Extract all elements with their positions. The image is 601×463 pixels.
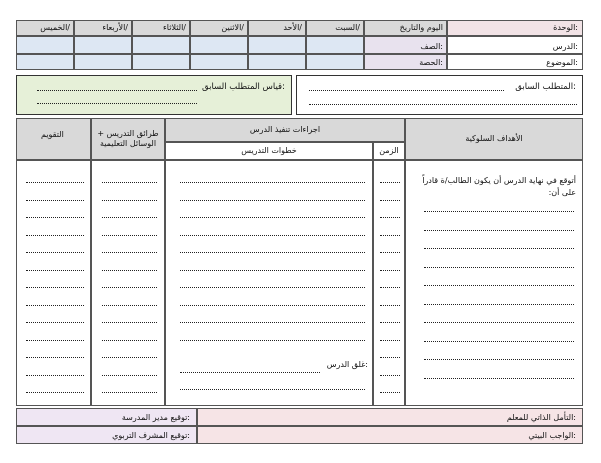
unit-cell: [447, 20, 583, 36]
day-sun: الأحد/: [248, 20, 306, 36]
dotted-line: [26, 305, 84, 306]
dotted-line: [424, 359, 574, 360]
class-slot[interactable]: [306, 36, 364, 54]
supervisor-signature-label: توقيع المشرف التربوي:: [112, 431, 190, 440]
day-mon: الاثنين/: [190, 20, 248, 36]
dotted-line: [424, 378, 574, 379]
dotted-line: [26, 340, 84, 341]
dotted-line: [180, 372, 320, 373]
dotted-line: [424, 248, 574, 249]
dotted-line: [102, 322, 157, 323]
dotted-line: [102, 340, 157, 341]
methods-column[interactable]: [91, 160, 165, 406]
day-date-cell: [364, 20, 447, 36]
dotted-line: [26, 182, 84, 183]
dotted-line: [26, 217, 84, 218]
principal-signature-label: توقيع مدير المدرسة:: [121, 413, 190, 422]
dotted-line: [380, 392, 400, 393]
dotted-line: [180, 252, 365, 253]
time-header: الزمن: [373, 142, 405, 160]
dotted-line: [37, 90, 197, 91]
dotted-line: [26, 375, 84, 376]
principal-signature-cell[interactable]: [16, 408, 197, 426]
dotted-line: [424, 341, 574, 342]
unit-label: الوحدة:: [553, 23, 578, 32]
dotted-line: [380, 252, 400, 253]
dotted-line: [26, 235, 84, 236]
dotted-line: [380, 270, 400, 271]
dotted-line: [380, 357, 400, 358]
prerequisite-measure-box[interactable]: [16, 75, 292, 115]
dotted-line: [102, 375, 157, 376]
evaluation-column[interactable]: [16, 160, 91, 406]
dotted-line: [26, 200, 84, 201]
objectives-intro: أتوقع في نهاية الدرس أن يكون الطالب/ة قادراً على أن:: [422, 176, 576, 197]
dotted-line: [102, 357, 157, 358]
dotted-line: [380, 182, 400, 183]
topic-cell[interactable]: [447, 54, 583, 70]
closing-label: غلق الدرس:: [326, 360, 368, 369]
objectives-header: الأهداف السلوكية: [405, 118, 583, 160]
homework-label: الواجب البيتي:: [528, 431, 576, 440]
dotted-line: [424, 322, 574, 323]
period-label: الحصة:: [419, 58, 443, 67]
dotted-line: [424, 230, 574, 231]
class-cell[interactable]: [364, 36, 447, 54]
dotted-line: [102, 270, 157, 271]
dotted-line: [102, 287, 157, 288]
day-tue: الثلاثاء/: [132, 20, 190, 36]
dotted-line: [380, 322, 400, 323]
dotted-line: [424, 267, 574, 268]
dotted-line: [26, 252, 84, 253]
dotted-line: [380, 287, 400, 288]
procedures-header: اجراءات تنفيذ الدرس: [165, 118, 405, 142]
dotted-line: [102, 182, 157, 183]
day-wed: الأربعاء/: [74, 20, 132, 36]
prerequisite-box[interactable]: [296, 75, 583, 115]
dotted-line: [424, 211, 574, 212]
dotted-line: [380, 217, 400, 218]
steps-column[interactable]: [165, 160, 373, 406]
class-slot[interactable]: [16, 36, 74, 54]
day-sat: السبت/: [306, 20, 364, 36]
dotted-line: [102, 200, 157, 201]
dotted-line: [37, 103, 197, 104]
dotted-line: [380, 340, 400, 341]
dotted-line: [424, 304, 574, 305]
lesson-label: الدرس:: [552, 42, 578, 51]
evaluation-header: التقويم: [16, 118, 91, 160]
supervisor-signature-cell[interactable]: [16, 426, 197, 444]
reflection-label: التأمل الذاتي للمعلم:: [506, 413, 576, 422]
class-label: الصف:: [420, 42, 443, 51]
dotted-line: [102, 305, 157, 306]
dotted-line: [26, 392, 84, 393]
dotted-line: [26, 357, 84, 358]
dotted-line: [180, 270, 365, 271]
day-thu: الخميس/: [16, 20, 74, 36]
dotted-line: [102, 392, 157, 393]
objectives-column[interactable]: [405, 160, 583, 406]
dotted-line: [309, 90, 504, 91]
dotted-line: [180, 340, 365, 341]
dotted-line: [26, 287, 84, 288]
period-slot[interactable]: [16, 54, 74, 70]
dotted-line: [180, 305, 365, 306]
topic-label: الموضوع:: [546, 58, 578, 67]
dotted-line: [180, 322, 365, 323]
period-cell[interactable]: [364, 54, 447, 70]
dotted-line: [380, 235, 400, 236]
dotted-line: [180, 182, 365, 183]
dotted-line: [380, 305, 400, 306]
dotted-line: [180, 235, 365, 236]
steps-header: خطوات التدريس: [165, 142, 373, 160]
dotted-line: [309, 104, 577, 105]
dotted-line: [380, 375, 400, 376]
period-slot[interactable]: [132, 54, 190, 70]
period-slot[interactable]: [306, 54, 364, 70]
dotted-line: [180, 217, 365, 218]
period-slot[interactable]: [74, 54, 132, 70]
period-slot[interactable]: [248, 54, 306, 70]
homework-cell[interactable]: [197, 426, 583, 444]
class-slot[interactable]: [74, 36, 132, 54]
dotted-line: [180, 287, 365, 288]
period-slot[interactable]: [190, 54, 248, 70]
dotted-line: [424, 285, 574, 286]
dotted-line: [380, 200, 400, 201]
class-slot[interactable]: [190, 36, 248, 54]
day-date-label: اليوم والتاريخ: [399, 23, 443, 32]
dotted-line: [102, 252, 157, 253]
lesson-cell[interactable]: [447, 36, 583, 54]
prerequisite-measure-label: قياس المتطلب السابق:: [201, 82, 285, 92]
dotted-line: [26, 270, 84, 271]
methods-header: طرائق التدريس + الوسائل التعليمية: [91, 118, 165, 160]
class-slot[interactable]: [132, 36, 190, 54]
dotted-line: [26, 322, 84, 323]
dotted-line: [180, 389, 365, 390]
reflection-cell[interactable]: [197, 408, 583, 426]
class-slot[interactable]: [248, 36, 306, 54]
dotted-line: [180, 200, 365, 201]
time-column[interactable]: [373, 160, 405, 406]
dotted-line: [102, 217, 157, 218]
prerequisite-label: المتطلب السابق:: [515, 82, 576, 92]
dotted-line: [102, 235, 157, 236]
